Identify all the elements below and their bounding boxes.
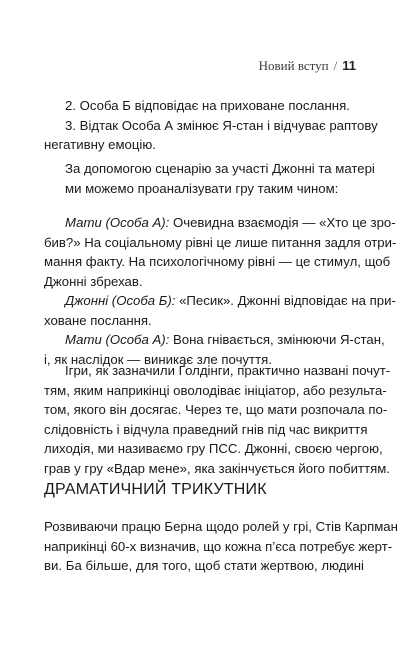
- section-heading: ДРАМАТИЧНИЙ ТРИКУТНИК: [44, 481, 267, 498]
- speaker-mother-1: Мати (Особа А):: [65, 215, 170, 230]
- list-item-3-line-1: 3. Відтак Особа А змінює Я-стан і відчуває раптову: [65, 117, 378, 133]
- speaker-mother-2: Мати (Особа А):: [65, 332, 170, 347]
- intro-line-1: За допомогою сценарію за участі Джонні та матері: [65, 161, 375, 176]
- list-item-2: 2. Особа Б відповідає на приховане послання.: [65, 98, 350, 113]
- intro-line-2: ми можемо проаналізувати гру таким чином:: [65, 180, 339, 196]
- analysis-3-line-1: Мати (Особа А): Вона гнівається, змінюючи Я-стан,: [65, 332, 385, 347]
- analysis-1-line-3: мання факту. На психологічному рівні — це стимул, щоб: [44, 254, 391, 269]
- analysis-1-line-1: Мати (Особа А): Очевидна взаємодія — «Хто це зро-: [65, 215, 396, 230]
- analysis-2-line-1: Джонні (Особа Б): «Песик». Джонні відповідає на при-: [65, 293, 396, 308]
- speaker-johnny: Джонні (Особа Б):: [65, 293, 176, 308]
- body-line-2: тям, яким наприкінці оволодіває ініціатор, або результа-: [44, 382, 387, 398]
- section-line-3: ви. Ба більше, для того, щоб стати жертвою, людині: [44, 558, 364, 573]
- section-paragraph: [44, 517, 398, 576]
- page-number: 11: [342, 58, 356, 73]
- section-title: Новий вступ: [258, 58, 329, 73]
- section-line-2: наприкінці 60-х визначив, що кожна п’єса потребує жерт-: [44, 538, 393, 554]
- section-line-1: Розвиваючи працю Берна щодо ролей у грі, Стів Карпман: [44, 519, 398, 534]
- list-item-3-line-2: негативну емоцію.: [44, 137, 156, 152]
- intro-paragraph: [44, 159, 375, 198]
- body-line-3: том, якого він досягає. Через те, що мати розпочала по-: [44, 402, 388, 417]
- body-line-4: слідовність і відчула праведний гнів під час викриття: [44, 421, 368, 437]
- body-line-6: грав у гру «Вдар мене», яка закінчується його побиттям.: [44, 460, 390, 476]
- analysis-block: [44, 213, 397, 369]
- body-paragraph: [44, 361, 391, 478]
- list-block: [44, 96, 378, 155]
- analysis-3-line-2: і, як наслідок — виникає зле почуття.: [44, 351, 272, 367]
- body-line-5: лиходія, ми називаємо гру ПСС. Джонні, своєю чергою,: [44, 441, 383, 456]
- body-line-1: Ігри, як зазначили Ґолдінги, практично названі почут-: [65, 363, 391, 378]
- analysis-1-line-2: бив?» На соціальному рівні це лише питання задля отри-: [44, 234, 397, 250]
- analysis-1-line-4: Джонні збрехав.: [44, 273, 143, 289]
- header-separator: /: [333, 58, 338, 73]
- running-head: [0, 58, 356, 74]
- analysis-2-line-2: ховане послання.: [44, 312, 152, 328]
